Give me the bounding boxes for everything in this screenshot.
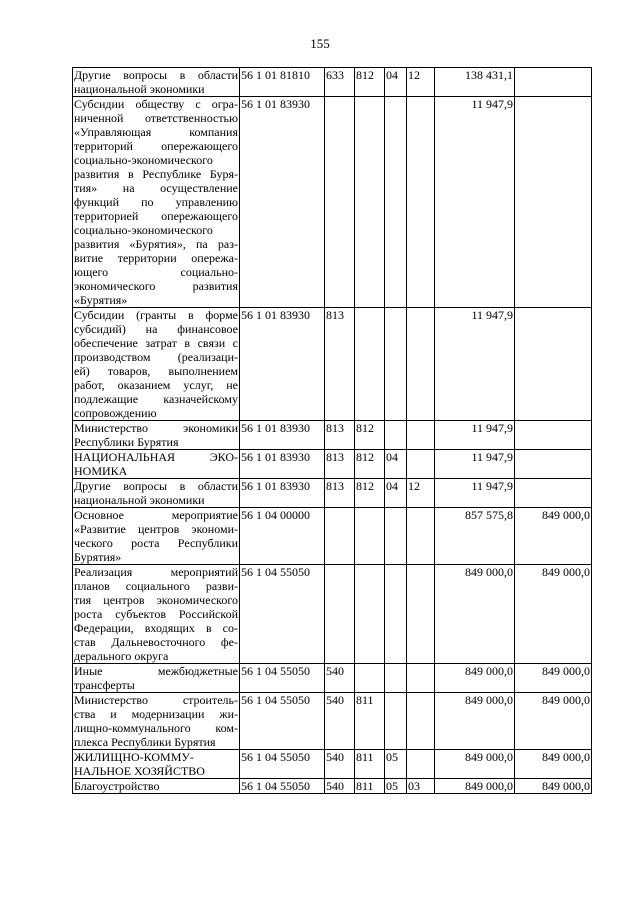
budget-code-cell: 56 1 04 55050 (240, 664, 325, 693)
budget-code-cell: 56 1 01 81810 (240, 68, 325, 97)
item-name-cell (73, 693, 240, 750)
budget-code-cell: 56 1 01 83930 (240, 479, 325, 508)
item-name-cell (73, 664, 240, 693)
federal-amount-cell: 849 000,0 (515, 565, 592, 664)
item-name-line: ства и модернизации жи- (74, 707, 238, 721)
section-cell (385, 97, 407, 308)
expense-type-cell: 540 (325, 779, 355, 794)
table-row (73, 693, 592, 750)
expense-type-cell: 540 (325, 664, 355, 693)
federal-amount-cell: 849 000,0 (515, 664, 592, 693)
item-name-line: ниченной ответственностью (74, 111, 238, 125)
amount-cell: 11 947,9 (435, 308, 515, 421)
budget-code-cell: 56 1 01 83930 (240, 421, 325, 450)
table-row (73, 421, 592, 450)
ministry-code-cell: 811 (355, 693, 385, 750)
section-cell (385, 508, 407, 565)
expense-type-cell (325, 565, 355, 664)
item-name-line: планов социального разви- (74, 579, 238, 593)
federal-amount-cell: 849 000,0 (515, 693, 592, 750)
table-row (73, 308, 592, 421)
item-name-cell (73, 565, 240, 664)
amount-cell: 849 000,0 (435, 693, 515, 750)
ministry-code-cell (355, 97, 385, 308)
item-name-line: тия центров экономического (74, 593, 238, 607)
item-name-line: «Развитие центров экономи- (74, 522, 238, 536)
section-cell (385, 693, 407, 750)
expense-type-cell: 813 (325, 479, 355, 508)
item-name-line: «Управляющая компания (74, 125, 238, 139)
expense-type-cell: 813 (325, 308, 355, 421)
section-cell (385, 421, 407, 450)
section-cell: 04 (385, 450, 407, 479)
budget-code-cell: 56 1 04 55050 (240, 750, 325, 779)
item-name-line: Министерство экономики (74, 421, 238, 435)
table-row (73, 479, 592, 508)
federal-amount-cell (515, 308, 592, 421)
item-name-line: развития в Республике Буря- (74, 167, 238, 181)
item-name-line: Федерации, входящих в со- (74, 621, 238, 635)
item-name-line: ющего социально- (74, 265, 238, 279)
item-name-cell (73, 508, 240, 565)
item-name-line: Республики Бурятия (74, 435, 179, 449)
item-name-line: Министерство строитель- (74, 693, 238, 707)
section-cell (385, 565, 407, 664)
expense-type-cell: 540 (325, 750, 355, 779)
table-row (73, 68, 592, 97)
page-number: 155 (310, 36, 330, 51)
expense-type-cell (325, 97, 355, 308)
ministry-code-cell: 811 (355, 779, 385, 794)
subsection-cell: 03 (407, 779, 435, 794)
table-body (73, 68, 592, 794)
item-name-line: подлежащие казначейскому (74, 392, 238, 406)
item-name-line: НАЛЬНОЕ ХОЗЯЙСТВО (74, 764, 205, 778)
section-cell: 05 (385, 750, 407, 779)
item-name-line: НОМИКА (74, 464, 128, 478)
subsection-cell (407, 97, 435, 308)
expense-type-cell: 540 (325, 693, 355, 750)
item-name-line: став Дальневосточного фе- (74, 635, 238, 649)
amount-cell: 849 000,0 (435, 750, 515, 779)
ministry-code-cell (355, 508, 385, 565)
item-name-line: ческого роста Республики (74, 536, 238, 550)
table-row (73, 565, 592, 664)
table-row (73, 508, 592, 565)
subsection-cell (407, 308, 435, 421)
subsection-cell (407, 693, 435, 750)
budget-code-cell: 56 1 04 55050 (240, 779, 325, 794)
ministry-code-cell: 812 (355, 479, 385, 508)
section-cell (385, 308, 407, 421)
expense-type-cell: 633 (325, 68, 355, 97)
item-name-line: территорий опережающего (74, 139, 238, 153)
expense-type-cell: 813 (325, 421, 355, 450)
federal-amount-cell (515, 68, 592, 97)
item-name-line: развития «Бурятия», па раз- (74, 237, 238, 251)
item-name-cell (73, 421, 240, 450)
item-name-line: плекса Республики Бурятия (74, 735, 216, 749)
subsection-cell (407, 750, 435, 779)
amount-cell: 11 947,9 (435, 97, 515, 308)
ministry-code-cell (355, 565, 385, 664)
amount-cell: 138 431,1 (435, 68, 515, 97)
item-name-line: функций по управлению (74, 195, 238, 209)
table-row (73, 779, 592, 794)
expense-type-cell: 813 (325, 450, 355, 479)
amount-cell: 849 000,0 (435, 565, 515, 664)
item-name-line: витие территории опережа- (74, 251, 238, 265)
amount-cell: 11 947,9 (435, 450, 515, 479)
federal-amount-cell (515, 97, 592, 308)
budget-code-cell: 56 1 04 55050 (240, 565, 325, 664)
budget-table (72, 67, 592, 794)
budget-code-cell: 56 1 04 55050 (240, 693, 325, 750)
item-name-line: ей) товаров, выполнением (74, 364, 238, 378)
item-name-line: работ, оказанием услуг, не (74, 378, 238, 392)
item-name-line: сопровождению (74, 406, 157, 420)
ministry-code-cell (355, 308, 385, 421)
subsection-cell: 12 (407, 68, 435, 97)
ministry-code-cell (355, 664, 385, 693)
budget-code-cell: 56 1 01 83930 (240, 308, 325, 421)
budget-code-cell: 56 1 04 00000 (240, 508, 325, 565)
item-name-line: Субсидии обществу с огра- (74, 97, 238, 111)
expense-type-cell (325, 508, 355, 565)
item-name-line: Бурятия» (74, 550, 122, 564)
table-row (73, 450, 592, 479)
item-name-line: Другие вопросы в области (74, 479, 238, 493)
item-name-line: трансферты (74, 678, 135, 692)
ministry-code-cell: 812 (355, 68, 385, 97)
ministry-code-cell: 811 (355, 750, 385, 779)
item-name-cell (73, 779, 240, 794)
item-name-line: экономического развития (74, 279, 238, 293)
amount-cell: 11 947,9 (435, 421, 515, 450)
ministry-code-cell: 812 (355, 421, 385, 450)
amount-cell: 849 000,0 (435, 779, 515, 794)
item-name-line: Субсидии (гранты в форме (74, 308, 238, 322)
item-name-line: социально-экономического (74, 153, 213, 167)
item-name-line: Основное мероприятие (74, 508, 238, 522)
subsection-cell (407, 450, 435, 479)
item-name-line: Другие вопросы в области (74, 68, 238, 82)
item-name-line: обеспечение затрат в связи с (74, 336, 238, 350)
federal-amount-cell: 849 000,0 (515, 779, 592, 794)
section-cell: 05 (385, 779, 407, 794)
federal-amount-cell (515, 421, 592, 450)
item-name-line: национальной экономики (74, 493, 205, 507)
subsection-cell (407, 508, 435, 565)
item-name-line: национальной экономики (74, 82, 205, 96)
budget-code-cell: 56 1 01 83930 (240, 97, 325, 308)
federal-amount-cell: 849 000,0 (515, 750, 592, 779)
item-name-cell (73, 97, 240, 308)
item-name-line: производством (реализаци- (74, 350, 238, 364)
item-name-line: Реализация мероприятий (74, 565, 238, 579)
item-name-cell (73, 479, 240, 508)
ministry-code-cell: 812 (355, 450, 385, 479)
item-name-line: ЖИЛИЩНО-КОММУ- (74, 750, 194, 764)
table-row (73, 750, 592, 779)
item-name-line: НАЦИОНАЛЬНАЯ ЭКО- (74, 450, 238, 464)
federal-amount-cell: 849 000,0 (515, 508, 592, 565)
section-cell: 04 (385, 68, 407, 97)
item-name-line: роста субъектов Российской (74, 607, 238, 621)
item-name-cell (73, 750, 240, 779)
table-row (73, 664, 592, 693)
amount-cell: 849 000,0 (435, 664, 515, 693)
item-name-line: «Бурятия» (74, 293, 128, 307)
subsection-cell (407, 565, 435, 664)
item-name-line: дерального округа (74, 649, 169, 663)
table-row (73, 97, 592, 308)
federal-amount-cell (515, 479, 592, 508)
subsection-cell: 12 (407, 479, 435, 508)
item-name-line: лищно-коммунального ком- (74, 721, 238, 735)
item-name-cell (73, 68, 240, 97)
item-name-line: Благоустройство (74, 779, 160, 793)
section-cell: 04 (385, 479, 407, 508)
item-name-line: субсидий) на финансовое (74, 322, 238, 336)
item-name-cell (73, 308, 240, 421)
amount-cell: 11 947,9 (435, 479, 515, 508)
section-cell (385, 664, 407, 693)
item-name-line: социально-экономического (74, 223, 213, 237)
budget-code-cell: 56 1 01 83930 (240, 450, 325, 479)
subsection-cell (407, 664, 435, 693)
subsection-cell (407, 421, 435, 450)
item-name-line: территорией опережающего (74, 209, 238, 223)
item-name-cell (73, 450, 240, 479)
item-name-line: Иные межбюджетные (74, 664, 238, 678)
federal-amount-cell (515, 450, 592, 479)
item-name-line: тия» на осуществление (74, 181, 238, 195)
amount-cell: 857 575,8 (435, 508, 515, 565)
